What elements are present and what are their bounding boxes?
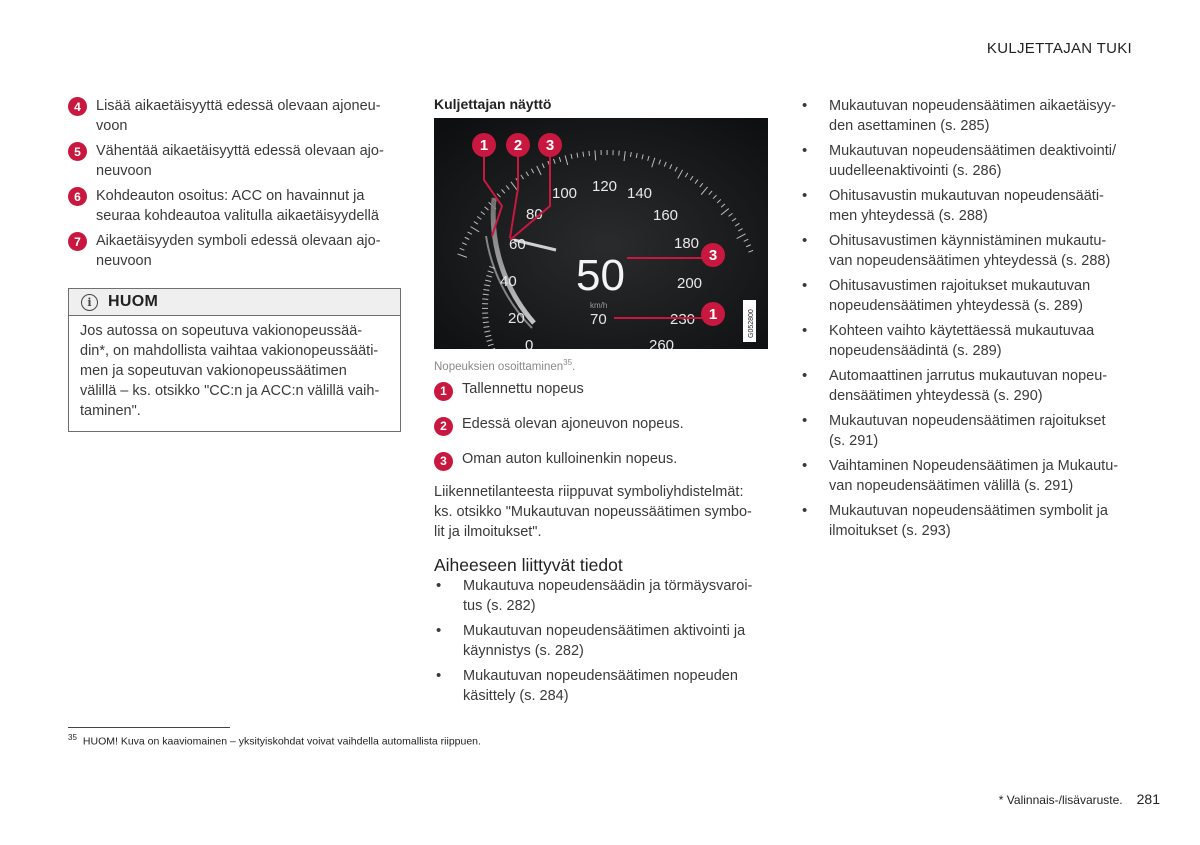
tick-label: 260	[649, 337, 675, 349]
legend-item-1	[434, 379, 768, 401]
tick-label: 160	[653, 207, 679, 224]
related-link[interactable]: • Mukautuvan nopeudensäätimen aktivointi ja käynnistys (s. 282)	[434, 621, 768, 661]
related-link[interactable]: • Mukautuvan nopeudensäätimen aikaetäisyy- den asettaminen (s. 285)	[800, 96, 1134, 136]
figure-caption: Nopeuksien osoittaminen$^{35}$.	[434, 358, 576, 373]
related-link[interactable]: • Mukautuvan nopeudensäätimen symbolit ja ilmoitukset (s. 293)	[800, 501, 1134, 541]
tick-label: 40	[500, 273, 517, 290]
footnote-text: HUOM! Kuva on kaaviomainen – yksityiskohdat voivat vaihdella automallista riippuen.	[82, 735, 481, 748]
item-text: Lisää aikaetäisyyttä edessä olevaan ajoneu- voon	[96, 98, 381, 134]
speedometer-graphic	[434, 118, 768, 349]
callout-label: 3	[708, 247, 718, 264]
number-badge: 3	[434, 452, 453, 471]
footnote-number: 35	[68, 733, 77, 742]
related-link[interactable]: • Vaihtaminen Nopeudensäätimen ja Mukautu- van nopeudensäätimen välillä (s. 291)	[800, 456, 1134, 496]
section-title: KULJETTAJAN TUKI	[986, 40, 1132, 57]
item-text: Kohdeauton osoitus: ACC on havainnut ja seuraa kohdeautoa valitulla aikaetäisyydellä	[96, 188, 379, 224]
tick-label: 180	[674, 235, 700, 252]
tick-label: 120	[592, 178, 618, 195]
speedometer-figure	[434, 118, 768, 349]
dial-tick	[595, 150, 596, 160]
tick-label: 100	[552, 185, 578, 202]
dial-tick	[483, 322, 489, 323]
item-text: Vähentää aikaetäisyyttä edessä olevaan ajo- neuvoon	[96, 143, 384, 179]
note-title: HUOM	[108, 293, 159, 310]
legend-text: Tallennettu nopeus	[462, 380, 584, 397]
legend-item-3	[434, 449, 768, 471]
tick-label: 0	[525, 337, 534, 349]
related-link[interactable]: • Automaattinen jarrutus mukautuvan nopeu- densäätimen yhteydessä (s. 290)	[800, 366, 1134, 406]
number-badge: 5	[68, 142, 87, 161]
image-code: G052800	[748, 309, 755, 338]
number-badge: 7	[68, 232, 87, 251]
numbered-item-4	[68, 96, 401, 136]
callout-label: 1	[708, 306, 718, 323]
set-speed: 70	[590, 311, 607, 328]
page-footer	[999, 791, 1160, 807]
related-link[interactable]: • Ohitusavustin mukautuvan nopeudensääti- men yhteydessä (s. 288)	[800, 186, 1134, 226]
column-right	[800, 96, 1134, 546]
numbered-item-5	[68, 141, 401, 181]
related-list	[434, 576, 768, 706]
tick-label: 200	[677, 275, 703, 292]
note-header	[69, 289, 400, 316]
info-icon: i	[81, 294, 98, 311]
tick-label: 60	[509, 236, 526, 253]
tick-label: 140	[627, 185, 653, 202]
callout-label: 2	[513, 137, 523, 154]
page-number: 281	[1136, 791, 1160, 807]
number-badge: 4	[68, 97, 87, 116]
footnote	[68, 733, 481, 748]
note-box	[68, 288, 401, 432]
related-link[interactable]: • Mukautuva nopeudensäädin ja törmäysvaroi- tus (s. 282)	[434, 576, 768, 616]
related-link[interactable]: • Mukautuvan nopeudensäätimen rajoitukset (s. 291)	[800, 411, 1134, 451]
number-badge: 2	[434, 417, 453, 436]
related-link[interactable]: • Kohteen vaihto käytettäessä mukautuvaa nopeudensäädintä (s. 289)	[800, 321, 1134, 361]
note-body: Jos autossa on sopeutuva vakionopeussää- din*, on mahdollista vaihtaa vakionopeussääti- men ja sopeutuvan vakionopeussäätimen välillä – ks. otsikko "CC:n ja ACC:n välillä vaih- taminen".	[80, 323, 380, 419]
optional-equipment-note: * Valinnais-/lisävaruste.	[998, 793, 1123, 807]
symbol-paragraph: Liikennetilanteesta riippuvat symboliyhdistelmät: ks. otsikko "Mukautuvan nopeussäätimen symbo- lit ja ilmoitukset".	[434, 483, 752, 540]
numbered-item-6	[68, 186, 401, 226]
column-left	[68, 96, 401, 432]
callout-label: 3	[545, 137, 555, 154]
numbered-item-7	[68, 231, 401, 271]
related-link[interactable]: • Ohitusavustimen rajoitukset mukautuvan nopeudensäätimen yhteydessä (s. 289)	[800, 276, 1134, 316]
footnote-divider	[68, 727, 230, 728]
tick-label: 80	[526, 206, 543, 223]
legend-text: Oman auton kulloinenkin nopeus.	[462, 450, 678, 467]
related-link[interactable]: • Ohitusavustimen käynnistäminen mukautu- van nopeudensäätimen yhteydessä (s. 288)	[800, 231, 1134, 271]
speed-unit: km/h	[590, 301, 608, 310]
dial-tick	[483, 294, 489, 295]
figure-heading: Kuljettajan näyttö	[434, 96, 552, 112]
tick-label: 20	[508, 310, 525, 327]
tick-label: 230	[670, 311, 696, 328]
related-link[interactable]: • Mukautuvan nopeudensäätimen nopeuden käsittely (s. 284)	[434, 666, 768, 706]
related-heading: Aiheeseen liittyvät tiedot	[434, 554, 623, 575]
related-link[interactable]: • Mukautuvan nopeudensäätimen deaktivointi/ uudelleenaktivointi (s. 286)	[800, 141, 1134, 181]
number-badge: 6	[68, 187, 87, 206]
column-middle	[434, 96, 768, 711]
related-list	[800, 96, 1134, 541]
number-badge: 1	[434, 382, 453, 401]
callout-label: 1	[479, 137, 489, 154]
legend-item-2	[434, 414, 768, 436]
footnote-ref: 35	[563, 358, 573, 367]
legend-text: Edessä olevan ajoneuvon nopeus.	[462, 415, 684, 432]
speed-readout: 50	[576, 251, 625, 300]
item-text: Aikaetäisyyden symboli edessä olevaan ajo- neuvoon	[96, 233, 381, 269]
dial-tick	[589, 151, 590, 156]
